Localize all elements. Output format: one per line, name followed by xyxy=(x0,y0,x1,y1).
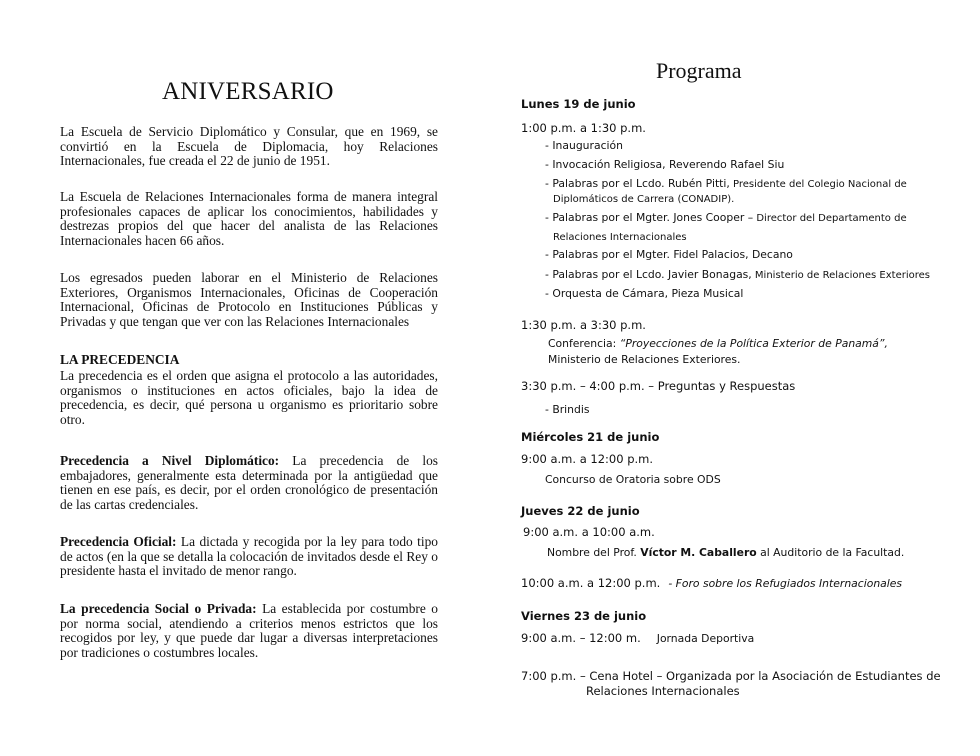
page-title-aniversario: ANIVERSARIO xyxy=(162,78,334,105)
speech-bonagas-name: - Palabras por el Lcdo. Javier Bonagas, xyxy=(545,268,752,281)
conference-line xyxy=(548,337,888,351)
conference-organizer: Ministerio de Relaciones Exteriores. xyxy=(548,353,741,366)
speech-bonagas-role: Ministerio de Relaciones Exteriores xyxy=(751,270,931,281)
friday-time-slot-1 xyxy=(521,631,754,646)
graduates-paragraph: Los egresados pueden laborar en el Ministerio de Relaciones Exteriores, Organismos Internacionales, Oficinas de Cooperación Internacional, Oficinas de Protocolo en Instituciones Públicas y Privadas y que tengan que ver con las Relaciones Internacionales xyxy=(60,270,438,329)
speech-pitti-name: - Palabras por el Lcdo. Rubén Pitti, xyxy=(545,177,730,190)
official-precedence-text: La dictada y recogida por la ley para todo tipo de actos (en la que se detalla la colocación de invitados desde el Rey o presidente hasta el invitado de menor rango. xyxy=(60,534,438,579)
social-precedence-text: La establecida por costumbre o por norma social, atendiendo a criterios menos estrictos que los recogidos por ley, y que puede dar lugar a diversas interpretaciones por tradiciones o costumbres locales. xyxy=(60,601,438,660)
precedence-heading: LA PRECEDENCIA xyxy=(60,352,180,367)
day-heading-friday: Viernes 23 de junio xyxy=(521,609,647,623)
social-precedence-paragraph xyxy=(60,602,438,660)
day-heading-thursday: Jueves 22 de junio xyxy=(521,504,640,518)
monday-time-slot-3: 3:30 p.m. – 4:00 p.m. – Preguntas y Respuestas xyxy=(521,379,796,393)
program-item-orchestra: - Orquesta de Cámara, Pieza Musical xyxy=(545,287,744,300)
official-precedence-label: Precedencia Oficial: xyxy=(60,534,177,549)
program-item-sports-day: Jornada Deportiva xyxy=(656,632,755,645)
program-item-speech-palacios: - Palabras por el Mgter. Fidel Palacios, Decano xyxy=(545,248,793,261)
speech-pitti-role: Presidente del Colegio Nacional de xyxy=(729,179,907,190)
monday-time-slot-2: 1:30 p.m. a 3:30 p.m. xyxy=(521,318,646,332)
program-item-speech-pitti xyxy=(545,177,907,192)
friday-dinner-line: 7:00 p.m. – Cena Hotel – Organizada por la Asociación de Estudiantes de xyxy=(521,669,941,683)
program-item-brindis: - Brindis xyxy=(545,403,590,416)
diplomatic-precedence-label: Precedencia a Nivel Diplomático: xyxy=(60,453,280,468)
day-heading-monday: Lunes 19 de junio xyxy=(521,97,636,111)
speech-cooper-role-cont: Relaciones Internacionales xyxy=(553,232,687,243)
thursday-time-slot-2 xyxy=(521,576,902,591)
school-mission-paragraph: La Escuela de Relaciones Internacionales forma de manera integral profesionales capaces de aplicar los conocimientos, habilidades y destrezas propios del que hacer del analista de las Relaciones Internacionales hacen 66 años. xyxy=(60,189,438,248)
speech-cooper-name: - Palabras por el Mgter. Jones Cooper – xyxy=(545,211,754,224)
conference-title: “Proyecciones de la Política Exterior de Panamá”, xyxy=(619,337,888,350)
wednesday-time-slot: 9:00 a.m. a 12:00 p.m. xyxy=(521,452,654,466)
diplomatic-precedence-text: La precedencia de los embajadores, generalmente esta determinada por la antigüedad que tienen en ese país, es decir, por el orden cronológico de presentación de las cartas credenciales. xyxy=(60,453,438,512)
official-precedence-paragraph xyxy=(60,535,438,579)
thursday-time-slot-1: 9:00 a.m. a 10:00 a.m. xyxy=(523,525,655,539)
auditorium-naming-pre: Nombre del Prof. xyxy=(547,546,641,559)
friday-time-1: 9:00 a.m. – 12:00 m. xyxy=(521,631,641,645)
diplomatic-precedence-paragraph xyxy=(60,454,438,512)
program-title: Programa xyxy=(656,58,742,83)
day-heading-wednesday: Miércoles 21 de junio xyxy=(521,430,660,444)
program-item-refugee-forum: - Foro sobre los Refugiados Internacionales xyxy=(668,577,903,590)
program-item-oratory: Concurso de Oratoria sobre ODS xyxy=(545,473,721,486)
program-item-invocation: - Invocación Religiosa, Reverendo Rafael Siu xyxy=(545,158,785,171)
program-item-speech-cooper xyxy=(545,211,907,226)
friday-dinner-line-cont: Relaciones Internacionales xyxy=(586,684,740,698)
precedence-definition-paragraph: La precedencia es el orden que asigna el protocolo a las autoridades, organismos o instituciones en actos oficiales, bajo la idea de precedencia, es decir, qué persona u organismo es prioritario sobre otro. xyxy=(60,368,438,427)
auditorium-naming-post: al Auditorio de la Facultad. xyxy=(756,546,905,559)
conference-label: Conferencia: xyxy=(548,337,620,350)
speech-cooper-role: Director del Departamento de xyxy=(753,213,907,224)
speech-pitti-role-cont: Diplomáticos de Carrera (CONADIP). xyxy=(553,194,735,205)
thursday-time-2: 10:00 a.m. a 12:00 p.m. xyxy=(521,576,661,590)
history-paragraph: La Escuela de Servicio Diplomático y Consular, que en 1969, se convirtió en la Escuela de Diplomacia, hoy Relaciones Internacionales, fue creada el 22 de junio de 1951. xyxy=(60,124,438,169)
monday-time-slot-1: 1:00 p.m. a 1:30 p.m. xyxy=(521,121,646,135)
program-item-auditorium-naming xyxy=(547,546,904,560)
program-item-speech-bonagas xyxy=(545,268,930,283)
auditorium-honoree: Víctor M. Caballero xyxy=(640,546,757,559)
program-item-inauguration: - Inauguración xyxy=(545,139,623,152)
social-precedence-label: La precedencia Social o Privada: xyxy=(60,601,257,616)
